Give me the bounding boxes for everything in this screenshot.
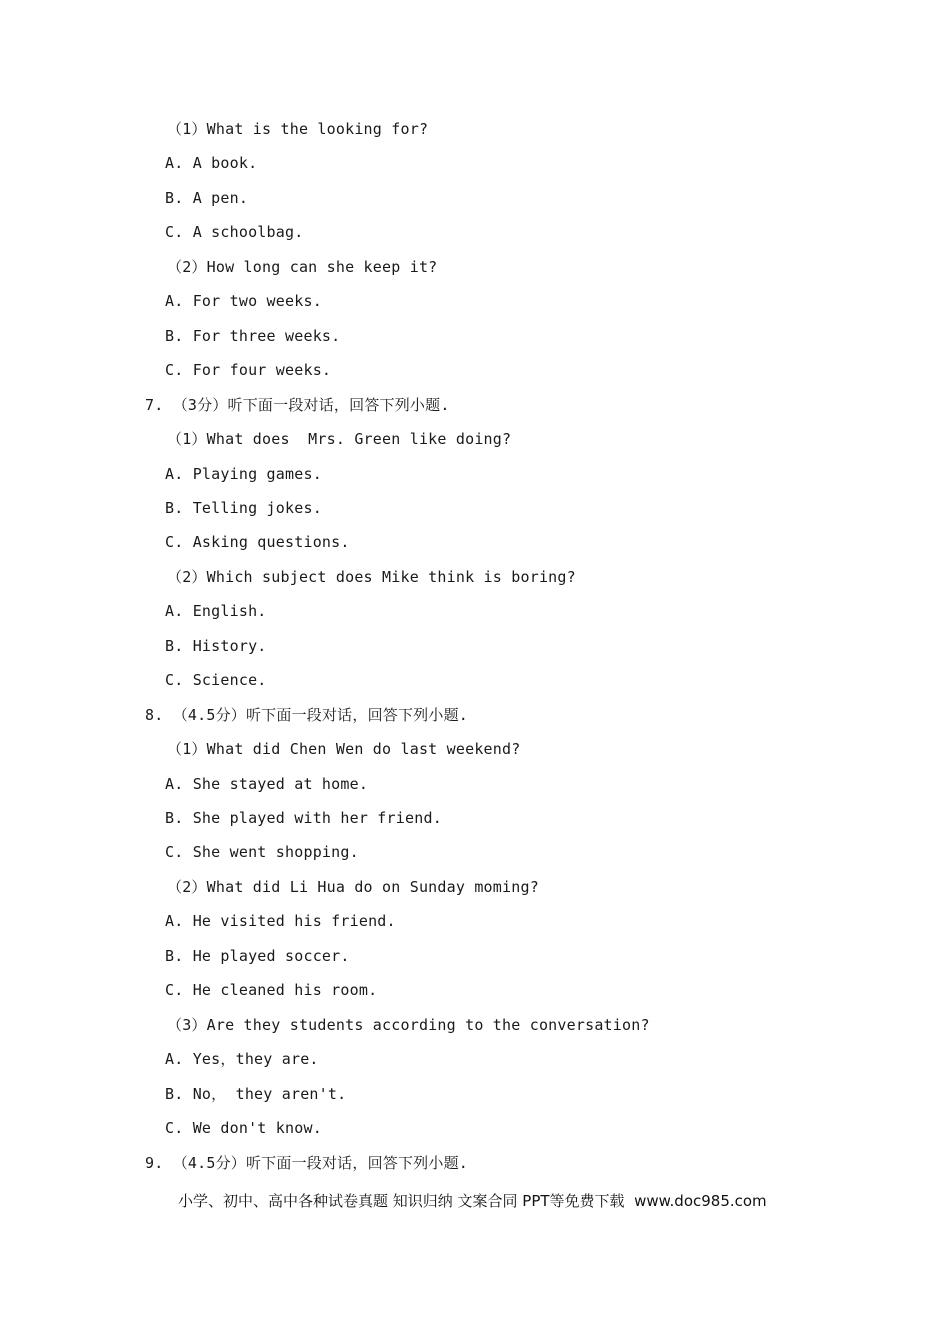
- answer-option: A. For two weeks.: [165, 292, 322, 311]
- question-heading: 9. （4.5分）听下面一段对话，回答下列小题.: [145, 1153, 469, 1172]
- question-heading: 8. （4.5分）听下面一段对话，回答下列小题.: [145, 705, 469, 724]
- answer-option: C. He cleaned his room.: [165, 981, 378, 1000]
- answer-option: B. History.: [165, 636, 267, 655]
- question-heading: 7. （3分）听下面一段对话，回答下列小题.: [145, 395, 450, 414]
- answer-option: C. We don't know.: [165, 1119, 322, 1138]
- answer-option: A. Yes，they are.: [165, 1050, 319, 1069]
- question-text: （1）What did Chen Wen do last weekend?: [167, 740, 521, 759]
- answer-option: B. He played soccer.: [165, 946, 350, 965]
- answer-option: B. A pen.: [165, 188, 249, 207]
- question-text: （2）What did Li Hua do on Sunday moming?: [167, 877, 539, 896]
- question-text: （3）Are they students according to the conversation?: [167, 1015, 650, 1034]
- answer-option: A. She stayed at home.: [165, 774, 369, 793]
- answer-option: A. He visited his friend.: [165, 912, 396, 931]
- answer-option: C. Science.: [165, 671, 267, 690]
- question-text: （2）Which subject does Mike think is boring?: [167, 567, 576, 586]
- answer-option: A. A book.: [165, 154, 258, 173]
- answer-option: A. English.: [165, 602, 267, 621]
- page-footer: 小学、初中、高中各种试卷真题 知识归纳 文案合同 PPT等免费下载 www.doc985.com: [178, 1192, 767, 1210]
- answer-option: C. A schoolbag.: [165, 223, 304, 242]
- question-text: （2）How long can she keep it?: [167, 257, 438, 276]
- answer-option: C. She went shopping.: [165, 843, 359, 862]
- question-text: （1）What is the looking for?: [167, 120, 429, 138]
- answer-option: B. She played with her friend.: [165, 809, 442, 827]
- question-text: （1）What does Mrs. Green like doing?: [167, 430, 512, 449]
- answer-option: B. No， they aren't.: [165, 1084, 347, 1103]
- answer-option: C. Asking questions.: [165, 533, 350, 552]
- answer-option: B. For three weeks.: [165, 326, 341, 345]
- answer-option: B. Telling jokes.: [165, 498, 322, 517]
- answer-option: A. Playing games.: [165, 464, 322, 483]
- answer-option: C. For four weeks.: [165, 361, 332, 380]
